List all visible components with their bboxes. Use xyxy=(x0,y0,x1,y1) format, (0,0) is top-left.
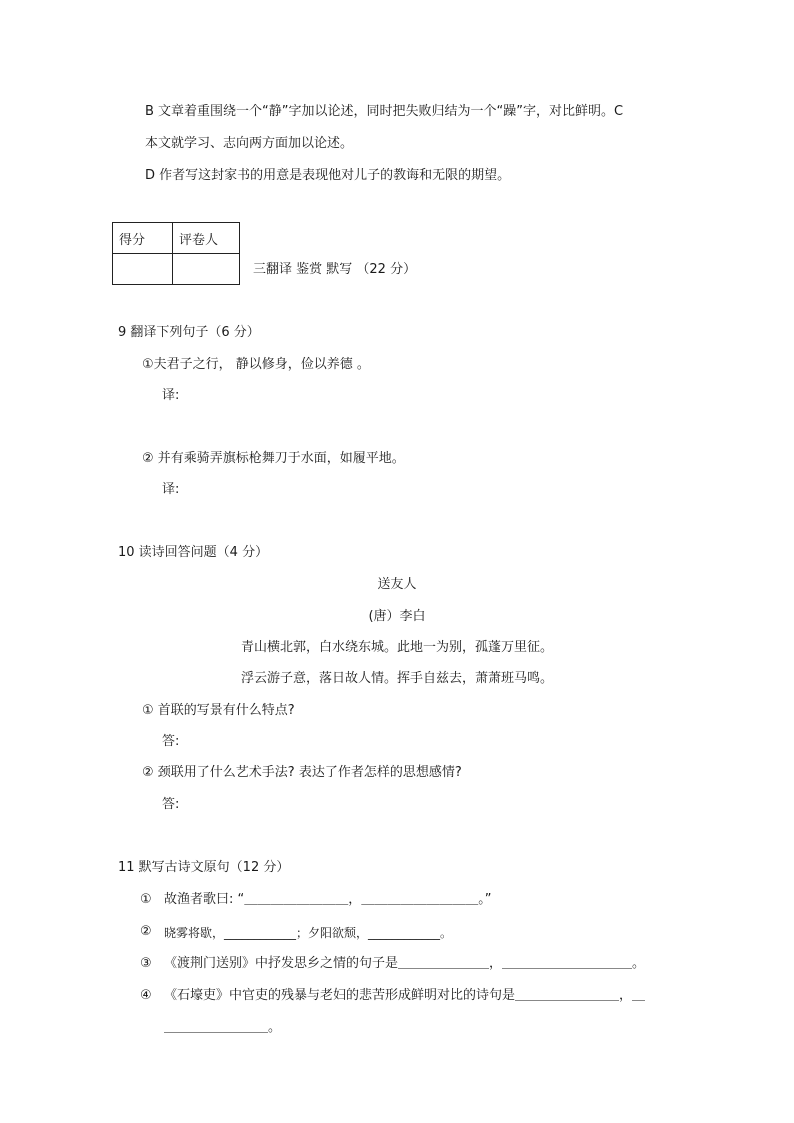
section-title: 三翻译 鉴赏 默写 （22 分） xyxy=(253,262,417,277)
grader-label: 评卷人 xyxy=(173,223,240,254)
score-value-cell[interactable] xyxy=(113,254,173,285)
q9-title: 9 翻译下列句子（6 分） xyxy=(118,325,260,340)
q11-title: 11 默写古诗文原句（12 分） xyxy=(118,860,290,875)
q9-answer-2[interactable]: 译: xyxy=(162,482,180,497)
poem-title: 送友人 xyxy=(377,577,417,592)
q11-item-2-number: ② xyxy=(140,924,152,939)
grader-value-cell[interactable] xyxy=(173,254,240,285)
score-box xyxy=(112,222,240,285)
option-b: B 文章着重围绕一个“静”字加以论述，同时把失败归结为一个“躁”字，对比鲜明。C xyxy=(145,104,624,119)
q11-item-1[interactable]: 故渔者歌曰: “＿＿＿＿＿＿＿＿，＿＿＿＿＿＿＿＿＿。” xyxy=(164,892,492,907)
q9-sentence-1: ①夫君子之行， 静以修身，俭以养德 。 xyxy=(142,357,370,372)
q10-title: 10 读诗回答问题（4 分） xyxy=(118,545,269,560)
q9-answer-1[interactable]: 译: xyxy=(162,388,180,403)
q11-item-3-number: ③ xyxy=(140,956,152,971)
q11-item-4-continued[interactable]: ＿＿＿＿＿＿＿＿。 xyxy=(164,1020,282,1035)
poem-line-2: 浮云游子意，落日故人情。挥手自兹去，萧萧班马鸣。 xyxy=(240,671,553,686)
q10-sub-question-2: ② 颈联用了什么艺术手法? 表达了作者怎样的思想感情? xyxy=(142,765,462,780)
q11-item-4[interactable]: 《石壕吏》中官吏的残暴与老妇的悲苦形成鲜明对比的诗句是＿＿＿＿＿＿＿＿，＿ xyxy=(164,988,646,1003)
score-label: 得分 xyxy=(113,223,173,254)
option-d: D 作者写这封家书的用意是表现他对儿子的教诲和无限的期望。 xyxy=(145,168,511,183)
q11-item-1-number: ① xyxy=(140,892,152,907)
q11-item-2[interactable]: 晓雾将歇，____________；夕阳欲颓，____________。 xyxy=(164,926,453,940)
q11-item-3[interactable]: 《渡荆门送别》中抒发思乡之情的句子是＿＿＿＿＿＿＿，＿＿＿＿＿＿＿＿＿＿。 xyxy=(164,956,646,971)
q11-item-4-number: ④ xyxy=(140,988,152,1003)
q10-answer-2[interactable]: 答: xyxy=(162,797,180,812)
q10-answer-1[interactable]: 答: xyxy=(162,734,180,749)
poem-author: (唐）李白 xyxy=(368,609,426,624)
option-c-continued: 本文就学习、志向两方面加以论述。 xyxy=(145,136,354,151)
q10-sub-question-1: ① 首联的写景有什么特点? xyxy=(142,703,295,718)
q9-sentence-2: ② 并有乘骑弄旗标枪舞刀于水面，如履平地。 xyxy=(142,451,405,466)
poem-line-1: 青山横北郭，白水绕东城。此地一为别，孤蓬万里征。 xyxy=(240,640,553,655)
